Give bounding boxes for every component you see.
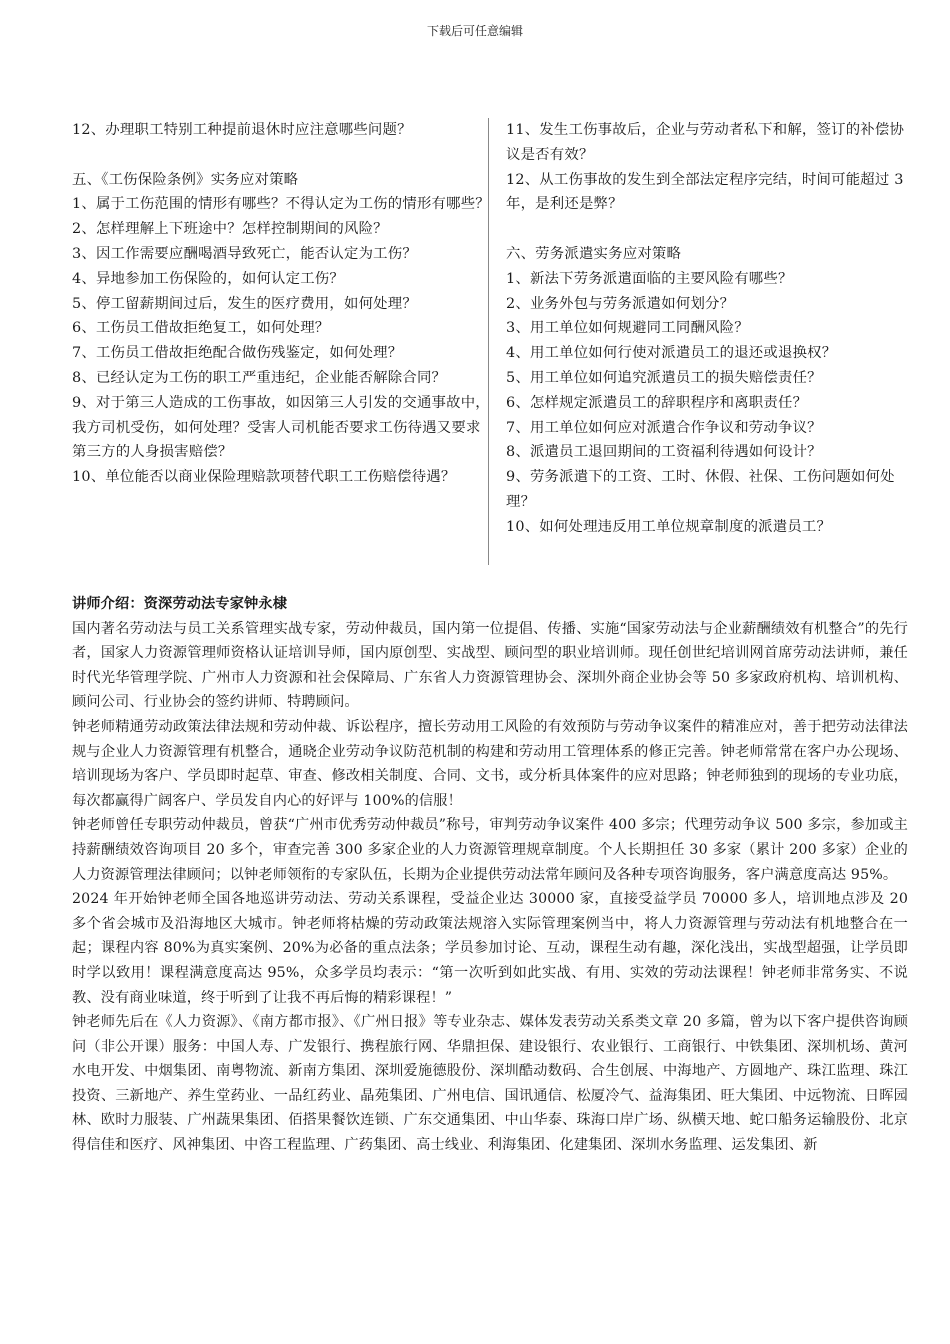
list-item: 10、单位能否以商业保险理赔款项替代职工工伤赔偿待遇？ bbox=[72, 469, 456, 486]
list-item: 12、办理职工特别工种提前退休时应注意哪些问题？ bbox=[72, 122, 412, 138]
column-divider bbox=[488, 118, 489, 565]
list-item: 8、已经认定为工伤的职工严重违纪，企业能否解除合同？ bbox=[72, 369, 447, 386]
bio-paragraph: 国内著名劳动法与员工关系管理实战专家，劳动仲裁员，国内第一位提倡、传播、实施“国家劳动法与企业薪酬绩效有机整合”的先行者，国家人力资源管理师资格认证培训导师，国内原创型、实战型、顾问型的职业培训师。现任创世纪培训网首席劳动法讲师，兼任时代光华管理学院、广州市人力资源和社会保障局、广东省人力资源管理协会、深圳外商企业协会等 50 多家政府机构、培训机构、顾问公司、行业协会的签约讲师、特聘顾问。 bbox=[72, 620, 908, 711]
list-item: 1、属于工伤范围的情形有哪些？不得认定为工伤的情形有哪些？ bbox=[72, 196, 490, 213]
list-item: 6、怎样规定派遣员工的辞职程序和离职责任？ bbox=[506, 394, 808, 411]
list-item: 12、从工伤事故的发生到全部法定程序完结，时间可能超过 3 年，是利还是弊？ bbox=[506, 171, 904, 213]
list-item: 9、对于第三人造成的工伤事故，如因第三人引发的交通事故中，我方司机受伤，如何处理？受害人司机能否要求工伤待遇又要求第三方的人身损害赔偿？ bbox=[72, 394, 490, 461]
bio-paragraph: 钟老师曾任专职劳动仲裁员，曾获“广州市优秀劳动仲裁员”称号，审判劳动争议案件 400 多宗；代理劳动争议 500 多宗，参加或主持薪酬绩效咨询项目 20 多个，审查完善 300 多家企业的人力资源管理规章制度。个人长期担任 30 多家（累计 200 多家）企业的人力资源管理法律顾问；以钟老师领衔的专家队伍，长期为企业提供劳动法常年顾问及各种专项咨询服务，客户满意度高达 95%。 bbox=[72, 817, 908, 883]
bio-paragraph: 2024 年开始钟老师全国各地巡讲劳动法、劳动关系课程，受益企业达 30000 家，直接受益学员 70000 多人，培训地点涉及 20 多个省会城市及沿海地区大城市。钟老师将枯燥的劳动政策法规溶入实际管理案例当中，将人力资源管理与劳动法有机地整合在一起；课程内容 80%为真实案例、20%为必备的重点法条；学员参加讨论、互动，课程生动有趣，深化浅出，实战型超强，让学员即时学以致用！课程满意度高达 95%，众多学员均表示：“第一次听到如此实战、有用、实效的劳动法课程！钟老师非常务实、不说教、没有商业味道，终于听到了让我不再后悔的精彩课程！” bbox=[72, 891, 908, 1006]
bio-title: 讲师介绍：资深劳动法专家钟永棣 bbox=[72, 596, 288, 612]
list-item: 2、业务外包与劳务派遣如何划分？ bbox=[506, 295, 735, 312]
list-item: 2、怎样理解上下班途中？怎样控制期间的风险？ bbox=[72, 221, 388, 238]
section-title: 五、《工伤保险条例》实务应对策略 bbox=[72, 171, 299, 188]
list-item: 4、用工单位如何行使对派遣员工的退还或退换权？ bbox=[506, 345, 837, 362]
list-item: 7、工伤员工借故拒绝配合做伤残鉴定，如何处理？ bbox=[72, 345, 403, 362]
lecturer-bio bbox=[72, 592, 908, 1158]
list-item: 3、用工单位如何规避同工同酬风险？ bbox=[506, 320, 749, 337]
list-item: 5、用工单位如何追究派遣员工的损失赔偿责任？ bbox=[506, 369, 822, 386]
right-column bbox=[506, 118, 916, 540]
list-item: 11、发生工伤事故后，企业与劳动者私下和解，签订的补偿协议是否有效？ bbox=[506, 122, 905, 163]
bio-paragraph: 钟老师先后在《人力资源》、《南方都市报》、《广州日报》等专业杂志、媒体发表劳动关系类文章 20 多篇，曾为以下客户提供咨询顾问（非公开课）服务：中国人寿、广发银行、携程旅行网、华鼎担保、建设银行、农业银行、工商银行、中铁集团、深圳机场、黄河水电开发、中烟集团、南粤物流、新南方集团、深圳爱施德股份、深圳酷动数码、合生创展、中海地产、方圆地产、珠江监理、珠江投资、三新地产、养生堂药业、一品红药业、晶苑集团、广州电信、国讯通信、松厦冷气、益海集团、旺大集团、中远物流、日晖园林、欧时力服装、广州蔬果集团、佰搭果餐饮连锁、广东交通集团、中山华泰、珠海口岸广场、纵横天地、蛇口船务运输股份、北京得信佳和医疗、风神集团、中咨工程监理、广药集团、高士线业、利海集团、化建集团、深圳水务监理、运发集团、新 bbox=[72, 1014, 908, 1154]
list-item: 8、派遣员工退回期间的工资福利待遇如何设计？ bbox=[506, 444, 822, 461]
list-item: 6、工伤员工借故拒绝复工，如何处理？ bbox=[72, 320, 330, 337]
left-column bbox=[72, 118, 490, 490]
page-header: 下载后可任意编辑 bbox=[426, 24, 523, 38]
list-item: 10、如何处理违反用工单位规章制度的派遣员工？ bbox=[506, 518, 832, 535]
list-item: 4、异地参加工伤保险的，如何认定工伤？ bbox=[72, 270, 344, 287]
section-title: 六、劳务派遣实务应对策略 bbox=[506, 245, 682, 262]
list-item: 9、劳务派遣下的工资、工时、休假、社保、工伤问题如何处理？ bbox=[506, 469, 895, 510]
list-item: 3、因工作需要应酬喝酒导致死亡，能否认定为工伤？ bbox=[72, 245, 417, 262]
list-item: 5、停工留薪期间过后，发生的医疗费用，如何处理？ bbox=[72, 295, 417, 312]
list-item: 1、新法下劳务派遣面临的主要风险有哪些？ bbox=[506, 270, 793, 287]
bio-paragraph: 钟老师精通劳动政策法律法规和劳动仲裁、诉讼程序，擅长劳动用工风险的有效预防与劳动争议案件的精准应对，善于把劳动法律法规与企业人力资源管理有机整合，通晓企业劳动争议防范机制的构建和劳动用工管理体系的修正完善。钟老师常常在客户办公现场、培训现场为客户、学员即时起草、审查、修改相关制度、合同、文书，或分析具体案件的应对思路；钟老师独到的现场的专业功底，每次都赢得广阔客户、学员发自内心的好评与 100%的信服！ bbox=[72, 718, 908, 809]
list-item: 7、用工单位如何应对派遣合作争议和劳动争议？ bbox=[506, 419, 822, 436]
